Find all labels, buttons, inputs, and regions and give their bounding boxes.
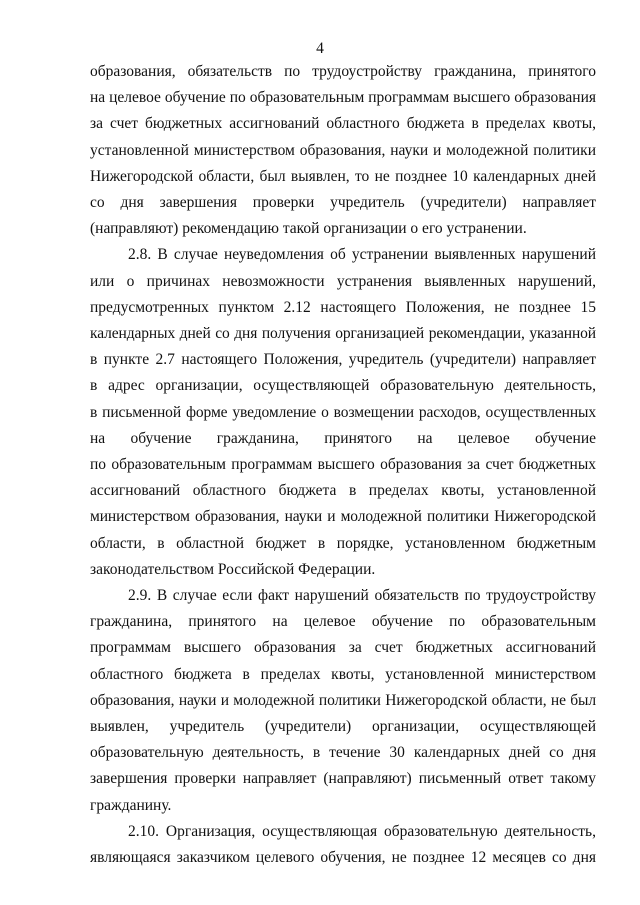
text-line: образовательную деятельность, в течение 30 календарных дней со дня	[90, 744, 596, 762]
text-line: 2.8. В случае неуведомления об устранении выявленных нарушений	[128, 246, 596, 264]
text-line: являющаяся заказчиком целевого обучения, не позднее 12 месяцев со дня	[90, 849, 596, 867]
text-line: в адрес организации, осуществляющей образовательную деятельность,	[90, 377, 596, 395]
text-line: в пункте 2.7 настоящего Положения, учредитель (учредители) направляет	[90, 351, 596, 369]
text-line: установленной министерством образования, науки и молодежной политики	[90, 141, 596, 159]
text-line: министерством образования, науки и молодежной политики Нижегородской	[90, 508, 596, 526]
text-line: со дня завершения проверки учредитель (учредители) направляет	[90, 194, 596, 212]
text-line: на целевое обучение по образовательным программам высшего образования	[90, 89, 596, 107]
text-line: или о причинах невозможности устранения выявленных нарушений,	[90, 272, 596, 290]
text-line: выявлен, учредитель (учредители) организации, осуществляющей	[90, 718, 596, 736]
paragraph-continuation	[90, 59, 596, 242]
text-line: образования, науки и молодежной политики Нижегородской области, не был	[90, 691, 596, 709]
text-line: календарных дней со дня получения организацией рекомендации, указанной	[90, 325, 596, 343]
paragraph-clause-2-9	[90, 583, 596, 819]
text-line: (направляют) рекомендацию такой организации о его устранении.	[90, 220, 527, 238]
text-line: ассигнований областного бюджета в пределах квоты, установленной	[90, 482, 596, 500]
text-line: образования, обязательств по трудоустройству гражданина, принятого	[90, 63, 596, 80]
text-line: 2.9. В случае если факт нарушений обязательств по трудоустройству	[128, 587, 596, 605]
text-line: Нижегородской области, был выявлен, то не позднее 10 календарных дней	[90, 167, 596, 185]
text-line: 2.10. Организация, осуществляющая образовательную деятельность,	[128, 822, 596, 840]
text-line: завершения проверки направляет (направляют) письменный ответ такому	[90, 770, 596, 788]
text-line: областного бюджета в пределах квоты, установленной министерством	[90, 665, 596, 683]
text-line: гражданина, принятого на целевое обучение по образовательным	[90, 613, 596, 631]
text-line: гражданину.	[90, 796, 172, 814]
text-line: программам высшего образования за счет бюджетных ассигнований	[90, 639, 596, 657]
text-line: за счет бюджетных ассигнований областного бюджета в пределах квоты,	[90, 115, 596, 133]
text-line: по образовательным программам высшего образования за счет бюджетных	[90, 456, 596, 474]
text-line: предусмотренных пунктом 2.12 настоящего Положения, не позднее 15	[90, 298, 596, 316]
paragraph-clause-2-8	[90, 242, 596, 583]
document-body	[90, 59, 596, 871]
page-number: 4	[316, 40, 324, 57]
text-line: законодательством Российской Федерации.	[90, 560, 376, 578]
paragraph-clause-2-10	[90, 819, 596, 871]
text-line: в письменной форме уведомление о возмещении расходов, осуществленных	[90, 403, 596, 421]
text-line: области, в областной бюджет в порядке, установленном бюджетным	[90, 534, 596, 552]
text-line: на обучение гражданина, принятого на целевое обучение	[90, 429, 596, 447]
